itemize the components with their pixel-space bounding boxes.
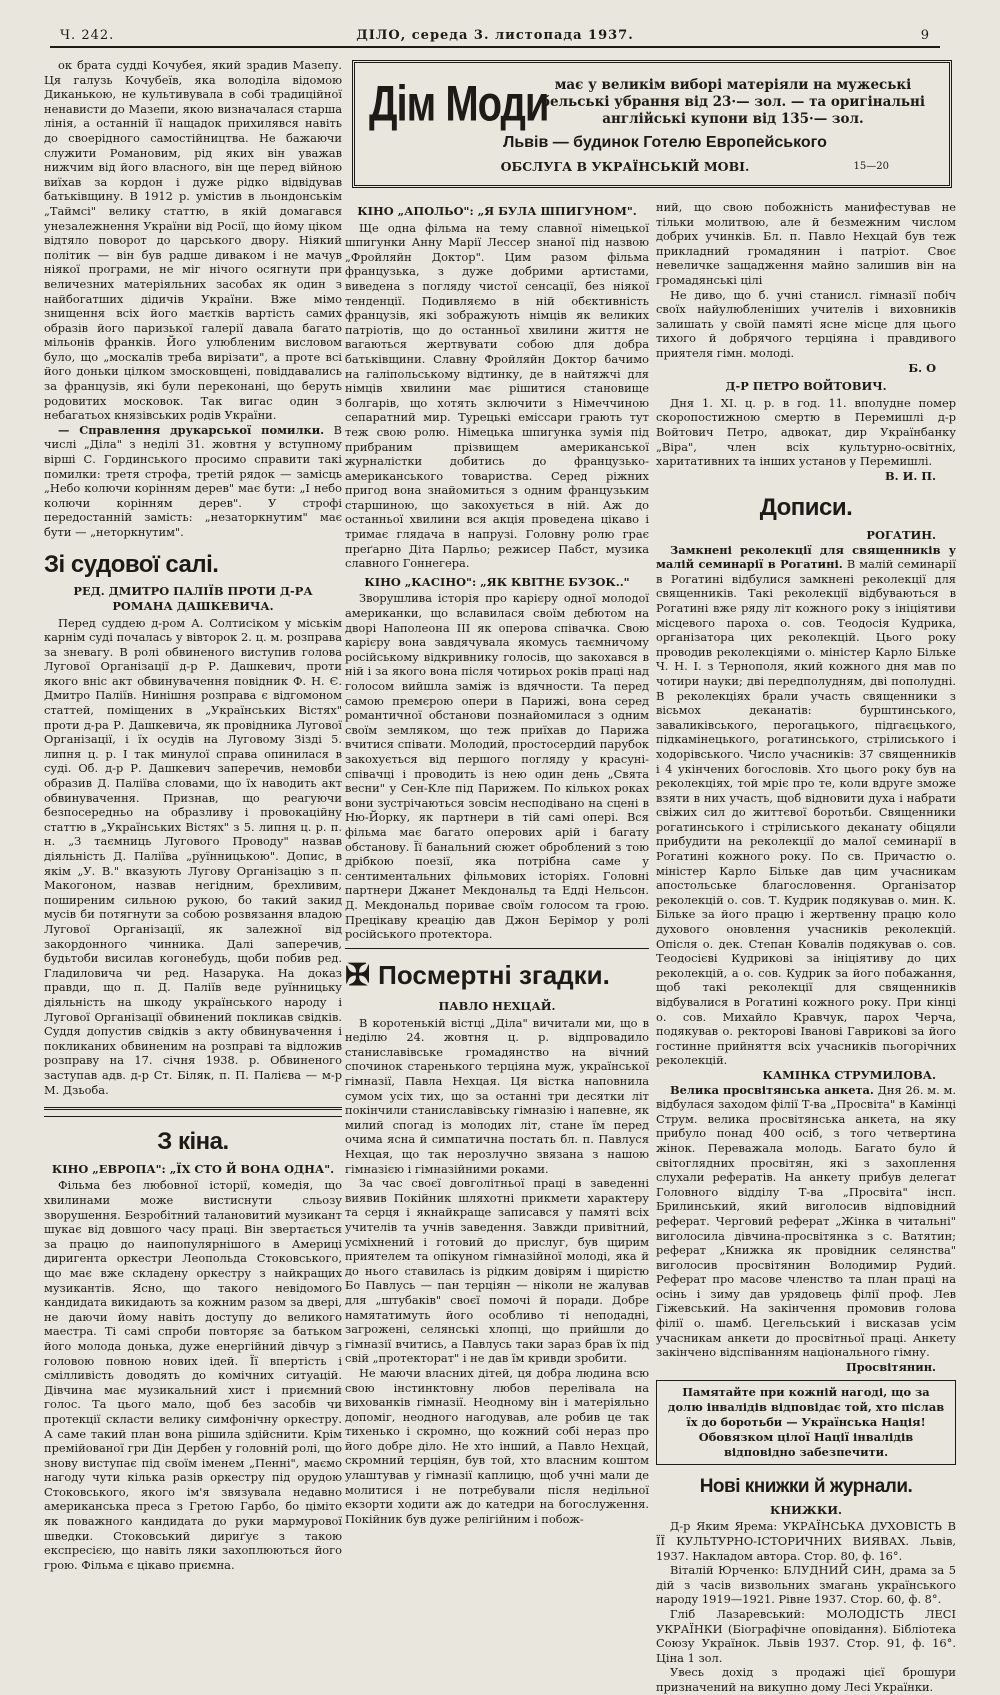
cinema-apollo-headline: КІНО „АПОЛЬО": „Я БУЛА ШПИГУНОМ". — [357, 204, 637, 218]
court-article-headline: РЕД. ДМИТРО ПАЛІЇВ ПРОТИ Д-РА РОМАНА ДАШКЕВИЧА. — [73, 584, 313, 613]
cinema-europa-text: Фільма без любовної історії, комедія, що хвилинами може вистиснути сльозу зворушення. Безробітний талановитий музикант шукає від довшого часу праці. Він звертається за працю до наипопулярнішого в Америці диригента оркестри Леопольда Стоковського, що має вже складену оркестру з найкращих музикантів. Ясно, що такого невідомого кандидата викидають за кожним разом за двері, не даючи йому навіть доступу до великого маестра. Ті самі спроби повторяє за батьком його молода донька, дуже енергійний дівчур з головою повною нових ідей. Її впертість і смілливість доводять до комічних ситуацій. Дівчина має музикальний хист і приємний голос. Та цього мало, щоб без засобів чи протекції скласти велику симфонічну оркестру. А саме такий план вона рішила здійснити. Крім премійованої гри Дін Дербен у головній ролі, що знову виступає під своїм іменем „Пенні", маємо нагоду чути кілька разів оркестру під орудою Стоковського, якого ім'я звязувала недавно американська преса з Гретою Гарбо, бо ціміто як поважного кандидата до руки мармурової шведки. Стоковський дириґує з такою експресією, що навіть ляки захоплюються його грою. Фільма є цікаво приємна. — [44, 1178, 342, 1572]
report-kaminka-lead: Велика просвітянська анкета. — [670, 1082, 874, 1097]
obituary-text-2: За час своєї довголітньої праці в заведенні виявив Покійник шляхотні прикмети характеру та серця і якнайкраще записався у памяті всіх учителів та учнів заведення. Завжди привітний, усміхнений і готовий до прислуг, був щирим приятелем та опікуном гімназійної молоді, яка й до нього ставилась із рідким довірям і щирістю Бо Павлусь — пан терціян — ніколи не жалував для „штубаків" своєї помочі й поради. Добре намятатимуть його особливо ті неподадні, загрожені, селянські хлопці, що прийшли до гімназії вчитись, а Павлусь таки зараз брав їх під свій „протекторат" і не дав їм кривди зробити. — [345, 1176, 649, 1366]
obituary-nekhtsai-headline: ПАВЛО НЕХЦАЙ. — [438, 999, 556, 1014]
report-rohatyn-lead: Замкнені реколекції для священників у малій семинарії в Рогатині. — [656, 542, 956, 572]
column-1 — [44, 58, 342, 1572]
court-article-text: Перед суддею д-ром А. Солтисіком у міськім карнім суді почалась у вівторок 2. ц. м. розправа за зневагу. В ролі обвиненого виступив голова Лугової Організації д-р Р. Дашкевич, проти якого вніс акт обвинувачення повідник Ф. Н. Є. Дмитро Паліїв. Нинішня розправа є відгомоном статтей, поміщених в „Українських Вістях" проти д-ра Р. Дашкевича, як провідника Лугової Організації, і їх осудів на Луговому Зізді 5. липня ц. р. І так минулої справа опинилася в суді. Об. д-р Р. Дашкевич заперечив, немовби образив Д. Паліїва словами, що їх наводить акт обвинувачення. Признав, що реагуючи безпосередньо на образливу і провокаційну статтю в „Українських Вістях" з 5. липня ц. р. п. н. „З таємниць Лугового Проводу" назвав діяльність Д. Паліїва „руїнницькою". Допис, в якім „У. В." вказують Лугову Організацію з п. Макогоном, назвав негідним, брехливим, поширеним сильною рукою, бо такий закид мусів би потягнути за собою розвязання владою Лугової Організації, як залежної від закордонного чинника. Далі заперечив, будьтоби висилав когонебудь, щоби побив ред. Гладиловича чи ред. Назарука. На доказ правди, що п. Д. Паліїв веде руїнницьку діяльність на шкоду українського народу і Лугової Організації обвинений покликав свідків. Суддя допустив свідків з акту обвинувачення і покликаних обвиненим на розправі та відложив розправу на 17. січня 1938. р. Обвиненого заступав адв. д-р Ст. Біляк, п. П. Палієва — м-р М. Дзьоба. — [44, 615, 342, 1097]
book-note: Увесь дохід з продажі цієї брошури призначений на викупно дому Лесі Українки. — [656, 1665, 956, 1695]
obituary-continuation: ний, що свою побожність манифестував не тільки молитвою, але й безмежним числом добрих учинків. Бл. п. Павло Нехцай був теж прикладний громадянин і патріот. Своє невеличке защадження майно залишив він на громадянські цілі — [656, 200, 956, 287]
page-number: 9 — [920, 28, 930, 43]
ad-location: Львів — будинок Готелю Европейського — [503, 134, 827, 151]
cinema-casino-text: Зворушлива історія про карієру одної молодої американки, що вславилася своїм дебютом на дворі Наполеона ІІІ як оперова співачка. Свою карієру вона завдячувала якомусь таємничому російському відкривнику голосів, що закохався в ній і за якого вона після чотирьох років праці над голосом вийшла заміж із вдячности. Та перед самою премєрою опери в Парижі, вона серед романтичної обстанови познайомилася з одним своїм земляком, що теж приїхав до Парижа вчитися співати. Молодий, простосердий парубок закохується від першого погляду у красуні-співачці і проводить із нею один день „Свята весни" у Сен-Кле під Парижем. По кількох роках вони зустрічаються зовсім несподівано на сцені в Ню-Йорку, як партнери в тій самі опері. Вся фільма має багато оперових арій і багату обстанову. Її банальний сюжет оброблений з тою дрібкою поезії, яка потрібна саме у сентиментальних фільмових історіях. Головні партнери Джанет Мекдональд та Едді Нельсон. Д. Мекдональд поривае своїм голосом та грою. Прецікаву креацію дав Джон Берімор у ролі російського протектора. — [345, 591, 649, 942]
obituary-voitovych-text: Дня 1. XI. ц. р. в год. 11. вполудне помер скоропостижною смертю в Перемишлі д-р Войтович Петро, адвокат, дир Українбанку „Віра", член всіх культурно-освітніх, харитативних та інших установ у Перемишлі. — [656, 395, 956, 469]
obituary-closing: Не диво, що б. учні станисл. гімназії побіч своїх найулюбленіших учителів і виховників залишать у своїй памяті ясне місце для цього тихого й добрячого терціяна і правдивого приятеля гімн. молоді. — [656, 287, 956, 360]
report-place-kaminka: КАМІНКА СТРУМИЛОВА. — [762, 1067, 936, 1082]
cinema-europa-headline: КІНО „ЕВРОПА": „ЇХ СТО Й ВОНА ОДНА". — [51, 1161, 335, 1176]
obituary-text-1: В коротенькій вістці „Діла" вичитали ми, що в неділю 24. жовтня ц. р. відпровадило станиславівське громадянство на вічний спочинок старенького терціяна муж, української гімназії, Павла Нехцая. Ця вістка наповнила сумом усіх тих, що за останні три десятки літ покінчили станиславівську гімназію і напевне, як милий спогад із молодих літ, стане їм перед очима ясна й симпатична постать бл. п. Павлуся Нехцая, що так нерозлучно звязана з нашою гімназією і гімназійними роками. — [345, 1015, 649, 1176]
report-place-rohatyn: РОГАТИН. — [866, 528, 936, 542]
obituary-signature: Б. О — [908, 360, 936, 375]
book-entry-1: Д-р Яким Ярема: УКРАЇНСЬКА ДУХОВІСТЬ В ЇЇ КУЛЬТУРНО-ІСТОРИЧНИХ ВИЯВАХ. Львів, 1937. Накладом автора. Стор. 80, ф. 16°. — [656, 1519, 956, 1563]
report-kaminka-text: Дня 26. м. м. відбулася заходом філії Т-ва „Просвіта" в Камінці Струм. велика просвітянська анкета, на яку прибуло понад 400 осіб, з того четвертина жінок. Переважала молодь. Багато було й світоглядних просвітян, які з захоплення слухали рефератів. На анкету прибув делегат Головного відділу Т-ва „Просвіта" інсп. Брилинський, який виголосив відповідний реферат. Черговий реферат „Жінка в читальні" виголосила дівчина-просвітянка з с. Ватятин; реферат „Книжка як провідник селянства" виголосив просвітянин Володимир Рудий. Реферат про масове членство та план праці на осінь і зиму дав урядовець філії проф. Лев Гіжевський. На закінчення промовив голова філії о. шамб. Цегельський і висказав усім учасникам анкети до просвітньої праці. Анкету закінчено відспіванням національного гімну. — [656, 1082, 957, 1360]
books-subheading: КНИЖКИ. — [770, 1502, 842, 1517]
issue-number: Ч. 242. — [60, 28, 115, 43]
page-header — [50, 26, 940, 48]
ornament-divider — [44, 1107, 342, 1117]
voitovych-signature: В. И. П. — [885, 468, 936, 483]
ad-brand: Дім Моди — [369, 76, 549, 132]
report-rohatyn-text: В малій семинарії в Рогатині відбулися замкнені реколекції для священників. Такі реколекції відбуваються в Рогатині вже ряду літ кожного року з ініціятиви місцевого пароха о. сов. Теодосія Кудрика, організатора цих реколекцій. Цього року проводив реколекціями о. міністер Карло Більке Ч. Н. І. з Тернополя, який кожного дня мав по чотири науки; дві передполудням, дві пополудні. В реколекціях брали участь священники з вісьмох деканатів: бурштинського, заваликівського, перогацького, підгаєцького, підкамінецького, рогатинського, стрілиського і ходорівського. Число учасників: 37 священників і 4 укінчених богословів. Хто цього року був на реколекціях, той мріє про те, коли вдруге зможе взяти в них участь, щоб відновити духа і набрати свіжих сил до життєвої боротьби. Священники рогатинського і стрілиського деканату обіцяли прибудити на реколекції до малої семинарії в Рогатині кожного року. По св. Причастю о. міністер Карло Більке дав цим учасникам апостольське благословення. Організатор реколекцій о. сов. Т. Кудрик подякував о. мин. К. Більке за його працю і жертвенну працю коло духового оновлення учасників реколекцій. Опісля о. дек. Степан Ковалів подякував о. сов. Теодосієві Кудрикові за ініціятиву до цих реколекцій, а о. сов. Кудрик за його побажання, щоб такі реколекції для священників відбувалися в Рогатині кожного року. При кінці о. сов. Михайло Кравчук, парох Черча, подякував о. ректорові Іванові Гаврикові за його гостинне прийняття всіх учасників пьогорічних реколекцій. — [656, 557, 957, 1068]
masthead-title: ДІЛО, середа 3. листопада 1937. — [356, 28, 634, 43]
ad-service-language: ОБСЛУГА В УКРАЇНСЬКІЙ МОВІ. — [500, 159, 750, 174]
correction-text: В числі „Діла" з неділі 31. жовтня у вступному вірші С. Гординського просимо справити такі помилки: третя строфа, третій рядок — замісць „Небо колючи корінням дерев" має бути: „І небо колючи корінням дерев". У строфі передостанній замість: „незаторкнутим" має бути — „неторкнутим". — [44, 422, 342, 539]
court-section-title: Зі судової салі. — [44, 550, 219, 578]
ad-code: 15—20 — [853, 161, 889, 172]
report-kaminka-signature: Просвітянин. — [845, 1359, 936, 1374]
obituaries-title: Посмертні згадки. — [378, 960, 610, 991]
advertisement-dim-mody — [352, 60, 952, 188]
kochubey-article-text: ок брата судді Кочубея, який зрадив Мазепу. Ця галузь Кочубеїв, яка володіла відомою Диканькою, не культивувала в собі традиційної ненависти до Мазепи, якою визначалася старша лінія, а останній її нащадок прихилявся навіть до своерідного самостійництва. Не бажаючи служити Романовим, рід яких він уважав нижчим від його власного, він ще перед війною виїхав за кордон і дуже рідко відвідував батьківщину. В 1912 р. умістив в льондонськім „Таймсі" велику статтю, в якій домагався унезалежнення України від Росії, що йому ціком відтяло поворот до царського двору. Ніякий політик — він був радше диваком і не мачув ніякої програми, не міг нічого осягнути при величезних матеріяльних засобах як один з найбогатших дідичів України. Вже мімо знищення всіх його маєтків вартість самих образів його паризької галерії давала багато мільонів франків. Його улюбленим висловом було, що „москалів треба вирізати", а проте всі його доньки цілком змосковщені, повіддавались за французів, які були переконані, що беруть родовитих московок. Так вигас один з небагатьох князівських родів України. — [44, 58, 342, 423]
obituary-voitovych-headline: Д-Р ПЕТРО ВОЙТОВИЧ. — [725, 379, 887, 394]
obituaries-title-row — [345, 957, 649, 995]
books-section-title: Нові книжки й журнали. — [699, 1475, 913, 1497]
ad-offer-text: має у великім виборі матеріяли на мужеські бельські убрання від 23·— зол. — та оригінальні англійські купони від 135·— зол. — [540, 77, 926, 127]
cinema-apollo-text: Ще одна фільма на тему славної німецької шпигунки Анну Марії Лессер знаної під назвою „Фройляйн Доктор". Цим разом фільма французька, з дуже добрими артистами, виведена з погляду чистої сенсації, без ніякої тенденції. Подивляємо в ній обєктивність французів, які зображують німців як великих патріотів, що до останньої хвилини життя не вагаються жертвувати собою для добра батьківщини. Славну Фройляйн Доктор бачимо на галіпольському відтинку, де в найтяжчі для німців хвилини має рішитися становище болгарів, що хотять зключити з Німеччиною сепаратний мир. Турецькі еміссари грають тут теж свою ролю. Німецька шпигунка зумія під прибраним прізвищем американської журналістки добитись до французько-американського товариства. Серед ріжних пригод вона знайомиться з одним французьким старшиною, що закохується в ній. Аж до останньої хвилини вся акція проведена цікаво і тримає глядача в напрузі. Головну ролю грає преґарно Діта Парльо; режисер Пабст, музика славного Гоннегера. — [345, 220, 649, 571]
column-3 — [656, 200, 957, 1695]
book-entry-2: Віталій Юрченко: БЛУДНИЙ СИН, драма за 5 дій з часів визвольних змагань українського народу 1919—1921. Рівне 1937. Стор. 60, ф. 8°. — [656, 1563, 956, 1607]
cinema-casino-headline: КІНО „КАСІНО": „ЯК КВІТНЕ БУЗОК.." — [364, 574, 630, 589]
obituary-text-3: Не маючи власних дітей, ця добра людина всю свою інстинктовну любов перелівала на вихованків гімназії. Неодному він і матеріяльно допоміг, неодного нагодував, але робив це так тихенько і скромно, що кожний собі нераз про його добре діло. Не хто інший, а Павло Нехцай, скромний терціян, був той, хто власним коштом улаштував у гімназії каплицю, щоб учні мали де молитися і не потребували після недільної екзорти ходити аж до катедри на богослуження. Покійник був дуже релігійним і побож- — [345, 1365, 649, 1526]
cinema-section-title: З кіна. — [157, 1128, 229, 1156]
column-2 — [345, 200, 649, 1526]
correction-title: — Справлення друкарської помилки. — [58, 422, 325, 437]
section-divider — [345, 948, 649, 949]
cross-icon: ✠ — [345, 958, 371, 992]
reports-section-title: Дописи. — [759, 494, 853, 522]
book-entry-3: Гліб Лазаревський: МОЛОДІСТЬ ЛЕСІ УКРАЇНКИ (Біографічне оповідання). Бібліотека Союзу Українок. Львів 1937. Стор. 91, ф. 16°. Ціна 1 зол. — [656, 1607, 956, 1665]
invalids-notice-box: Памятайте при кожній нагоді, що за долю інвалідів відповідає той, хто післав їх до боротьби — Українська Нація! Обовязком цілої Нації інвалідів відповідно забезпечити. — [656, 1380, 956, 1464]
